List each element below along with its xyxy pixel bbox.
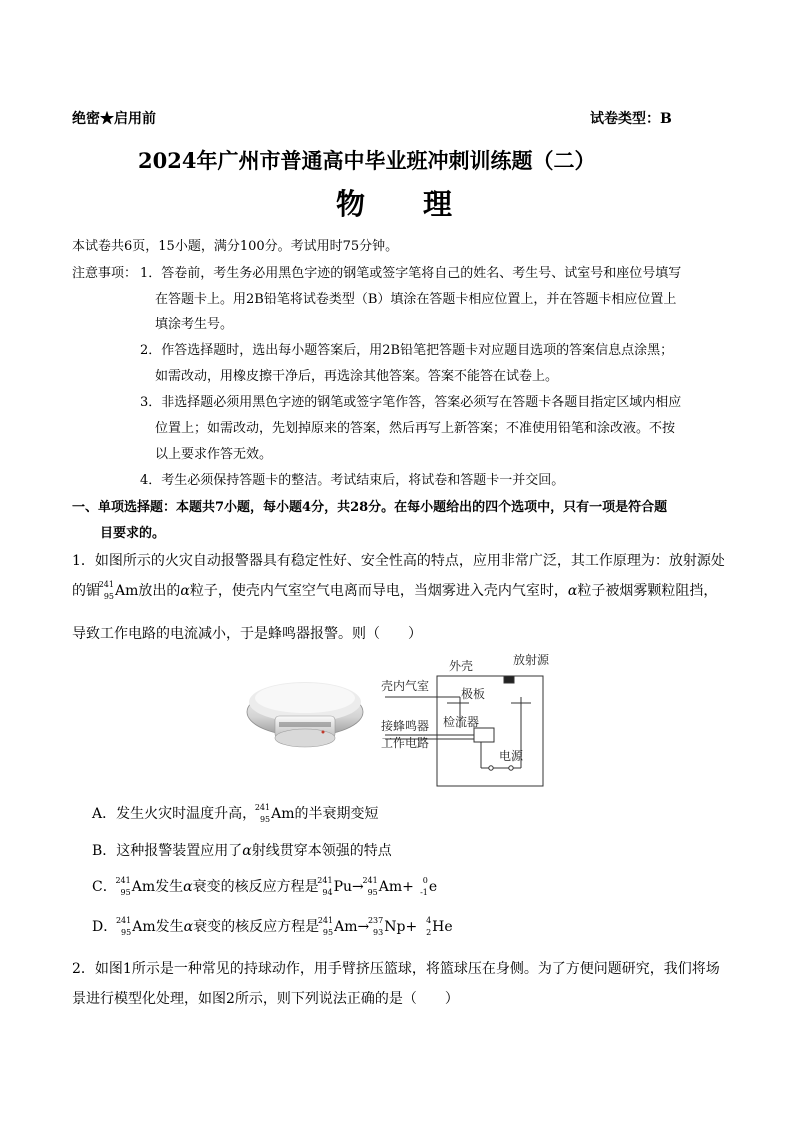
alpha-symbol: α: [180, 583, 190, 599]
subject-title: 物 理: [336, 187, 453, 221]
alpha-symbol: α: [183, 919, 194, 935]
notice-item-2-line-1: 2．作答选择题时，选出每小题答案后，用2B铅笔把答题卡对应题目选项的答案信息点涂黑；: [140, 343, 674, 358]
option-a-label: A．发生火灾时温度升高，: [92, 806, 257, 822]
atomic-number: -1: [420, 888, 428, 897]
q1-stem-text-a: 的镅: [72, 583, 100, 599]
option-d-label: D．: [92, 919, 118, 935]
notice-item-3-line-3: 以上要求作答无效。: [155, 447, 273, 462]
atomic-number: 95: [120, 888, 131, 897]
element-symbol: Am: [271, 806, 295, 822]
mass-number: 0: [422, 876, 428, 885]
notice-item-3-line-1: 3．非选择题必须用黑色字迹的钢笔或签字笔作答，答案必须写在答题卡各题目指定区域内相应: [140, 395, 682, 410]
alpha-symbol: α: [567, 583, 578, 599]
notice-item-4-line-1: 4．考生必须保持答题卡的整洁。考试结束后，将试卷和答题卡一并交回。: [140, 473, 565, 488]
element-symbol: He: [432, 919, 453, 935]
label-buzzer-2: 工作电路: [381, 736, 430, 750]
notice-item-1-line-1: 1．答卷前，考生务必用黑色字迹的钢笔或签字笔将自己的姓名、考生号、试室号和座位号填写: [140, 266, 682, 281]
mass-number: 241: [98, 580, 114, 589]
option-b-tail: 射线贯穿本领强的特点: [251, 843, 392, 859]
label-plate: 极板: [461, 687, 486, 701]
nuclide-np-237: [369, 916, 383, 938]
label-detector: 检流器: [443, 715, 480, 729]
nuclide-am-241: [364, 876, 378, 898]
mass-number: 241: [317, 916, 334, 925]
q1-stem-line-2: [72, 580, 717, 602]
mass-number: 4: [426, 916, 432, 925]
atomic-number: 95: [259, 815, 271, 824]
q2-stem-line-1: 2．如图1所示是一种常见的持球动作，用手臂挤压篮球，将篮球压在身侧。为了方便问题研究，我们将场: [72, 961, 720, 977]
option-c-text-2: 衰变的核反应方程是: [192, 879, 319, 895]
q1-option-c[interactable]: [92, 876, 437, 898]
plus-symbol: +: [402, 879, 414, 895]
intro-text: 本试卷共6页，15小题，满分100分。考试用时75分钟。: [72, 239, 399, 254]
option-b-label: B．这种报警装置应用了: [92, 843, 243, 859]
q1-stem-text-b: 放出的: [138, 583, 181, 599]
nuclide-he-4: [417, 916, 431, 938]
notice-item-2-line-2: 如需改动，用橡皮擦干净后，再选涂其他答案。答案不能答在试卷上。: [155, 369, 559, 384]
option-d-text-2: 衰变的核反应方程是: [193, 919, 320, 935]
atomic-number: 95: [121, 928, 132, 937]
section-heading-line-1: 一、单项选择题：本题共7小题，每小题4分，共28分。在每小题给出的四个选项中，只有一项是符合题: [72, 500, 668, 515]
q1-stem-text-c: 粒子，使壳内气室空气电离而导电，当烟雾进入壳内气室时，: [189, 583, 568, 599]
q2-stem-line-2: 景进行模型化处理，如图2所示，则下列说法正确的是（ ）: [72, 991, 459, 1007]
q1-figure: [245, 650, 565, 790]
option-c-text: 发生: [155, 879, 184, 895]
q1-option-a[interactable]: [92, 803, 379, 825]
label-power: 电源: [499, 749, 524, 763]
nuclide-am-241: [319, 916, 333, 938]
nuclide-am-241: [100, 580, 114, 602]
element-symbol: Am: [115, 583, 139, 599]
mass-number: 241: [362, 876, 378, 885]
plus-symbol: +: [405, 919, 418, 935]
label-buzzer-1: 接蜂鸣器: [381, 719, 430, 733]
atomic-number: 93: [373, 928, 384, 937]
nuclide-am-241: [256, 803, 270, 825]
element-symbol: Am: [132, 919, 156, 935]
element-symbol: Am: [131, 879, 156, 895]
element-symbol: Pu: [333, 879, 353, 895]
nuclide-am-241: [117, 876, 131, 898]
notice-item-3-line-2: 位置上；如需改动，先划掉原来的答案，然后再写上新答案；不准使用铅笔和涂改液。不按: [155, 421, 676, 436]
section-heading-line-2: 目要求的。: [100, 526, 166, 541]
nuclide-am-241: [117, 916, 131, 938]
atomic-number: 95: [322, 928, 334, 937]
atomic-number: 95: [103, 592, 114, 601]
label-chamber: 壳内气室: [381, 679, 430, 693]
arrow-symbol: →: [357, 919, 370, 935]
q1-option-d[interactable]: [92, 916, 453, 938]
paper-type-label: 试卷类型：B: [590, 111, 672, 127]
option-a-tail: 的半衰期变短: [294, 806, 379, 822]
mass-number: 241: [115, 876, 131, 885]
nuclide-pu-241: [319, 876, 333, 898]
mass-number: 241: [115, 916, 132, 925]
smoke-detector-photo: [247, 682, 363, 747]
arrow-symbol: →: [352, 879, 364, 895]
option-d-text: 发生: [155, 919, 184, 935]
alpha-symbol: α: [183, 879, 193, 895]
element-symbol: Am: [378, 879, 403, 895]
atomic-number: 94: [322, 888, 333, 897]
element-symbol: Am: [334, 919, 358, 935]
q1-option-b[interactable]: [92, 840, 392, 862]
q1-stem-line-1: 1．如图所示的火灾自动报警器具有稳定性好、安全性高的特点，应用非常广泛，其工作原理为：放射源处: [72, 553, 725, 569]
element-symbol: e: [428, 879, 438, 895]
option-c-label: C．: [92, 879, 117, 895]
q1-stem-line-3: 导致工作电路的电流减小，于是蜂鸣器报警。则（ ）: [72, 626, 422, 642]
electron: [414, 876, 428, 898]
notice-item-1-line-3: 填涂考生号。: [155, 317, 234, 332]
label-shell: 外壳: [449, 659, 474, 673]
notice-item-1-line-2: 在答题卡上。用2B铅笔将试卷类型（B）填涂在答题卡相应位置上，并在答题卡相应位置上: [155, 292, 677, 307]
confidential-label: 绝密★启用前: [72, 111, 156, 127]
alpha-symbol: α: [242, 843, 252, 859]
q1-stem-text-d: 粒子被烟雾颗粒阻挡，: [577, 583, 718, 599]
mass-number: 237: [367, 916, 384, 925]
label-source: 放射源: [513, 653, 550, 667]
atomic-number: 95: [367, 888, 378, 897]
page-title: 2024年广州市普通高中毕业班冲刺训练题（二）: [138, 148, 596, 173]
atomic-number: 2: [426, 928, 432, 937]
notice-label: 注意事项：: [72, 266, 138, 281]
mass-number: 241: [317, 876, 333, 885]
mass-number: 241: [254, 803, 271, 812]
element-symbol: Np: [384, 919, 406, 935]
